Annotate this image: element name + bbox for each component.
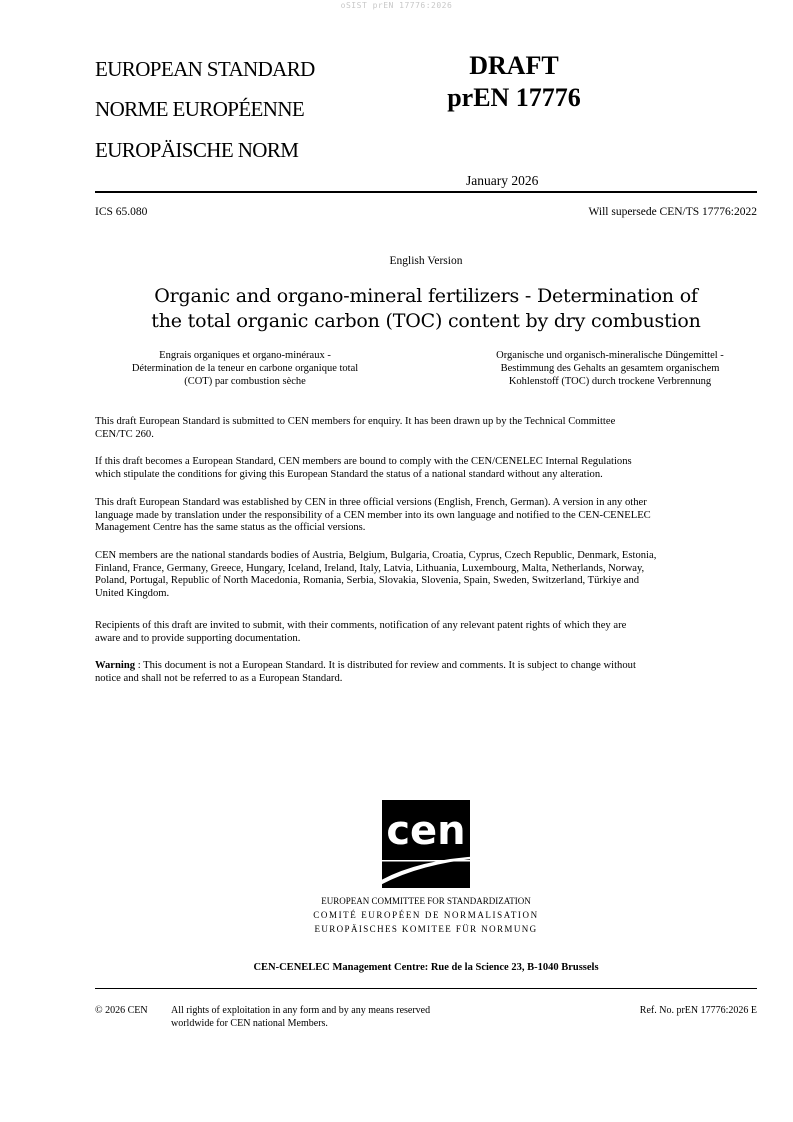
para-line: Finland, France, Germany, Greece, Hungary, Iceland, Ireland, Italy, Latvia, Lithuania, Luxembourg, Malta, Netherlands, Norway, xyxy=(95,562,645,574)
watermark: oSIST prEN 17776:2026 xyxy=(340,1,453,10)
para-line: If this draft becomes a European Standard, CEN members are bound to comply with the CEN/CENELEC Internal Regulations xyxy=(95,456,632,467)
standard-name-de: EUROPÄISCHE NORM xyxy=(95,138,299,162)
version-label: English Version xyxy=(389,255,463,267)
copyright: © 2026 CEN xyxy=(95,1005,148,1016)
draft-label: DRAFT xyxy=(469,51,559,80)
para-line: Poland, Portugal, Republic of North Macedonia, Romania, Serbia, Slovakia, Slovenia, Spain, Sweden, Switzerland, Türkiye and xyxy=(95,575,640,586)
title-fr-line: Engrais organiques et organo-minéraux - xyxy=(159,350,331,361)
footer-rule xyxy=(95,988,757,989)
title-fr-line: (COT) par combustion sèche xyxy=(184,376,306,387)
paragraph-members xyxy=(95,550,757,600)
para-line: United Kingdom. xyxy=(95,587,170,599)
title-de-line: Bestimmung des Gehalts an gesamtem organischem xyxy=(500,363,720,374)
cen-name-de: EUROPÄISCHES KOMITEE FÜR NORMUNG xyxy=(314,924,538,934)
rights-line: worldwide for CEN national Members. xyxy=(171,1017,328,1029)
para-line: This draft European Standard is submitted to CEN members for enquiry. It has been drawn up by the Technical Committee xyxy=(95,416,616,427)
para-line: This draft European Standard was established by CEN in three official versions (English, French, German). A version in any other xyxy=(95,497,647,508)
para-line: Recipients of this draft are invited to submit, with their comments, notification of any relevant patent rights of which they are xyxy=(95,620,627,631)
title-de-line: Organische und organisch-mineralische Düngemittel - xyxy=(496,350,724,361)
para-line: Management Centre has the same status as the official versions. xyxy=(95,522,366,533)
rights-line: All rights of exploitation in any form and by any means reserved xyxy=(171,1005,431,1016)
paragraph-versions xyxy=(95,497,757,535)
cen-name-fr: COMITÉ EUROPÉEN DE NORMALISATION xyxy=(313,910,539,920)
ics-code: ICS 65.080 xyxy=(95,206,148,218)
publication-date: January 2026 xyxy=(466,173,539,188)
title-german xyxy=(430,349,790,388)
warning-label: Warning xyxy=(95,660,136,671)
paragraph-enquiry xyxy=(95,416,757,441)
supersede-note: Will supersede CEN/TS 17776:2022 xyxy=(588,206,757,218)
reference-number: Ref. No. prEN 17776:2026 E xyxy=(639,1005,757,1016)
warning-text: : This document is not a European Standard. It is distributed for review and comments. It is subject to change without xyxy=(135,660,636,671)
title-french xyxy=(55,349,435,388)
title-fr-line: Détermination de la teneur en carbone organique total xyxy=(131,363,359,374)
cen-logo-text: cen xyxy=(386,808,466,854)
rights-statement xyxy=(171,1005,430,1030)
document-title xyxy=(95,284,757,334)
para-line: language made by translation under the responsibility of a CEN member into its own language and notified to the CEN-CENELEC xyxy=(95,509,651,521)
paragraph-regulations xyxy=(95,456,757,481)
standard-name-en: EUROPEAN STANDARD xyxy=(95,57,315,81)
management-centre-address: CEN-CENELEC Management Centre: Rue de la Science 23, B-1040 Brussels xyxy=(253,962,599,973)
standard-name-fr: NORME EUROPÉENNE xyxy=(95,97,305,121)
cen-name-en: EUROPEAN COMMITTEE FOR STANDARDIZATION xyxy=(321,896,531,906)
document-number: prEN 17776 xyxy=(447,83,581,112)
warning-text-continued: notice and shall not be referred to as a European Standard. xyxy=(95,672,343,684)
para-line: CEN members are the national standards bodies of Austria, Belgium, Bulgaria, Croatia, Cyprus, Czech Republic, Denmark, Estonia, xyxy=(95,550,657,561)
title-line: the total organic carbon (TOC) content by dry combustion xyxy=(151,310,701,332)
header-rule xyxy=(95,191,757,193)
paragraph-patents xyxy=(95,620,757,645)
title-line: Organic and organo-mineral fertilizers - Determination of xyxy=(154,285,698,307)
para-line: aware and to provide supporting documentation. xyxy=(95,632,301,644)
title-de-line: Kohlenstoff (TOC) durch trockene Verbrennung xyxy=(508,376,712,387)
cen-logo-icon xyxy=(371,800,481,888)
para-line: which stipulate the conditions for giving this European Standard the status of a national standard without any alteration. xyxy=(95,468,603,480)
warning-paragraph xyxy=(95,660,757,685)
para-line: CEN/TC 260. xyxy=(95,428,154,440)
